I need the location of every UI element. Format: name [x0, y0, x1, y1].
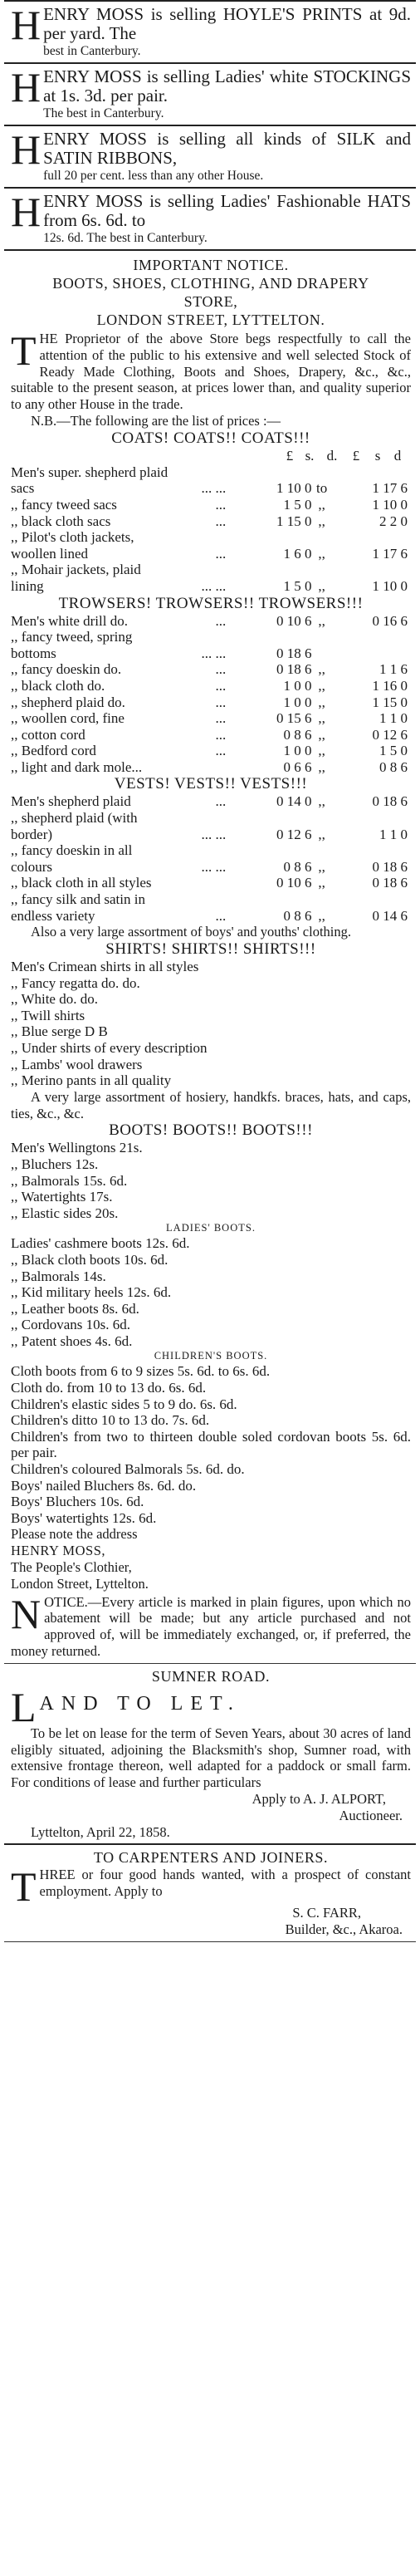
list-item: Children's coloured Balmorals 5s. 6d. do.: [11, 1461, 245, 1478]
currency-label: s: [374, 447, 381, 464]
price-list-vests: [11, 793, 411, 924]
item-name: ,, shepherd plaid (with: [11, 810, 138, 827]
land-road: SUMNER ROAD.: [151, 1667, 271, 1685]
list-item: ,, Balmorals 15s. 6d.: [11, 1172, 128, 1189]
price-to: 1 17 6: [372, 545, 408, 562]
coats-heading: COATS! COATS!! COATS!!!: [111, 429, 310, 447]
land-role: Auctioneer.: [339, 1807, 403, 1823]
price-row: [11, 661, 411, 678]
item-name: Men's white drill do.: [11, 612, 128, 629]
price-to: 0 14 6: [372, 907, 408, 924]
list-item: ,, Black cloth boots 10s. 6d.: [11, 1251, 168, 1268]
price-from: 0 15 6: [276, 710, 312, 727]
leader-dots: ... ...: [201, 826, 227, 842]
currency-label: £: [286, 447, 294, 464]
list-item: Boys' Bluchers 10s. 6d.: [11, 1494, 144, 1510]
price-row: [11, 513, 411, 530]
item-name: ,, light and dark mole...: [11, 758, 143, 775]
list-item: ,, Fancy regatta do. do.: [11, 974, 140, 991]
price-to: 0 12 6: [372, 726, 408, 743]
list-item: ,, Under shirts of every description: [11, 1039, 208, 1056]
price-to: 1 1 6: [379, 661, 408, 678]
price-to: 0 8 6: [379, 758, 408, 775]
list-item: Cloth do. from 10 to 13 do. 6s. 6d.: [11, 1380, 207, 1396]
leader-dots: ... ...: [201, 858, 227, 875]
item-name: ,, woollen cord, fine: [11, 710, 125, 727]
leader-dots: ...: [215, 677, 227, 694]
childrens-boots-heading: CHILDREN'S BOOTS.: [154, 1350, 268, 1362]
vests-heading: VESTS! VESTS!! VESTS!!!: [114, 775, 308, 793]
price-to-word: ,,: [318, 875, 325, 891]
list-item: ,, Patent shoes 4s. 6d.: [11, 1332, 133, 1349]
price-to: 1 5 0: [379, 743, 408, 759]
rule: [4, 1941, 416, 1942]
price-to: 1 1 0: [379, 710, 408, 727]
price-to-word: ,,: [318, 758, 325, 775]
leader-dots: ...: [215, 694, 227, 710]
price-to: 1 1 0: [379, 826, 408, 842]
price-to: 1 10 0: [372, 577, 408, 594]
shirts-list: [11, 959, 411, 1089]
proprietor-title: The People's Clothier,: [11, 1559, 132, 1576]
item-name: lining: [11, 577, 44, 594]
price-to: 1 17 6: [372, 480, 408, 497]
price-from: 0 8 6: [283, 858, 312, 875]
list-item: ,, Merino pants in all quality: [11, 1072, 172, 1089]
notice-address: LONDON STREET, LYTTELTON.: [96, 312, 325, 328]
list-item: Ladies' cashmere boots 12s. 6d.: [11, 1235, 190, 1252]
price-row: [11, 497, 411, 513]
leader-dots: ...: [215, 710, 227, 727]
carpenters-heading: TO CARPENTERS AND JOINERS.: [93, 1849, 329, 1867]
price-to-word: [311, 645, 331, 662]
price-row-head: [11, 810, 411, 827]
price-row: [11, 578, 411, 595]
carpenters-role: Builder, &c., Akaroa.: [285, 1921, 403, 1938]
leader-dots: ... ...: [201, 577, 227, 594]
leader-dots: [170, 759, 227, 776]
price-from: 0 12 6: [276, 826, 312, 842]
price-row-head: [11, 842, 411, 859]
notice-subheading: BOOTS, SHOES, CLOTHING, AND DRAPERY STORE,: [52, 275, 369, 310]
notice-postscript: OTICE.—Every article is marked in plain figures, upon which no abatement will be made; but any article purchased and not approved of, will be immediately exchanged, or, if preferred, the money returned.: [11, 1593, 411, 1659]
list-item: Cloth boots from 6 to 9 sizes 5s. 6d. to 6s. 6d.: [11, 1363, 271, 1380]
item-name: woollen lined: [11, 545, 89, 562]
ad-land-to-let: [4, 1664, 416, 1844]
ad-tail: full 20 per cent. less than any other House.: [43, 169, 264, 183]
price-row-head: [11, 464, 411, 481]
item-name: ,, cotton cord: [11, 726, 85, 743]
currency-label: £: [352, 447, 360, 464]
price-from: 1 5 0: [283, 577, 312, 594]
price-to: 1 16 0: [372, 677, 408, 694]
drop-cap: T: [11, 327, 37, 374]
list-item: ,, Kid military heels 12s. 6d.: [11, 1284, 172, 1301]
list-item: ,, Watertights 17s.: [11, 1189, 113, 1205]
price-from: 1 0 0: [283, 677, 312, 694]
item-name: ,, Mohair jackets, plaid: [11, 562, 141, 578]
price-from: 0 18 6: [276, 645, 312, 661]
item-name: colours: [11, 858, 53, 875]
newspaper-column: [4, 0, 416, 1942]
currency-label: s.: [305, 447, 315, 464]
vests-note: Also a very large assortment of boys' and youths' clothing.: [31, 924, 351, 940]
item-name: bottoms: [11, 645, 56, 661]
list-item: ,, Cordovans 10s. 6d.: [11, 1317, 131, 1333]
ad-tail: The best in Canterbury.: [43, 106, 164, 120]
price-row-head: [11, 891, 411, 908]
carpenters-body: HREE or four good hands wanted, with a prospect of constant employment. Apply to: [39, 1867, 411, 1900]
price-to-word: ,,: [318, 577, 325, 594]
list-item: ,, Bluchers 12s.: [11, 1156, 99, 1172]
ad-carpenters-wanted: [4, 1845, 416, 1941]
ladies-boots-list: [11, 1235, 411, 1349]
ad-prints: [4, 2, 416, 62]
price-from: 0 6 6: [283, 758, 312, 775]
price-row: [11, 613, 411, 630]
ad-text: ENRY MOSS is selling Ladies' white STOCKINGS at 1s. 3d. per pair.: [43, 66, 411, 105]
price-from: 0 18 6: [276, 661, 312, 678]
leader-dots: ... ...: [201, 480, 227, 497]
ad-hats: [4, 189, 416, 249]
item-name: border): [11, 826, 53, 842]
drop-cap: H: [11, 2, 42, 48]
price-to: 0 18 6: [372, 858, 408, 875]
drop-cap: N: [11, 1590, 42, 1637]
price-row-head: [11, 562, 411, 578]
price-from: 1 0 0: [283, 743, 312, 759]
item-name: Men's shepherd plaid: [11, 793, 131, 810]
price-row: [11, 727, 411, 743]
price-from: 1 5 0: [283, 496, 312, 513]
leader-dots: ...: [215, 612, 227, 629]
price-from: 1 15 0: [276, 513, 312, 529]
boots-list: [11, 1140, 411, 1221]
price-row: [11, 859, 411, 876]
notice-nb: N.B.—The following are the list of prices :—: [31, 412, 281, 429]
price-to-word: ,,: [318, 677, 325, 694]
price-to-word: ,,: [318, 496, 325, 513]
price-from: 1 10 0: [276, 480, 312, 497]
leader-dots: ...: [215, 907, 227, 924]
price-to-word: ,,: [318, 694, 325, 710]
currency-label: d.: [326, 447, 338, 464]
item-name: sacs: [11, 480, 35, 497]
price-list-coats: [11, 464, 411, 595]
ad-stockings: [4, 64, 416, 125]
proprietor-name: HENRY MOSS,: [11, 1543, 105, 1559]
list-item: Boys' watertights 12s. 6d.: [11, 1509, 157, 1526]
childrens-boots-list: [11, 1363, 411, 1526]
leader-dots: ...: [215, 726, 227, 743]
price-to-word: ,,: [318, 907, 325, 924]
notice-heading: IMPORTANT NOTICE.: [133, 257, 289, 273]
land-body: To be let on lease for the term of Seven Years, about 30 acres of land eligibly situated, adjoining the Blacksmith's shop, Sumner road, with extensive frontage thereon, well adapted for a paddock or small farm. For conditions of lease and further particulars: [11, 1725, 411, 1791]
price-to-word: ,,: [318, 826, 325, 842]
ad-tail: 12s. 6d. The best in Canterbury.: [43, 231, 208, 245]
price-row-head: [11, 529, 411, 546]
price-from: 0 8 6: [283, 726, 312, 743]
ad-text: ENRY MOSS is selling Ladies' Fashionable HATS from 6s. 6d. to: [43, 191, 411, 230]
price-from: 0 14 0: [276, 793, 312, 810]
price-from: 0 10 6: [276, 612, 312, 629]
price-to: 0 18 6: [372, 793, 408, 810]
price-to: 2 2 0: [379, 513, 408, 529]
shirts-note: A very large assortment of hosiery, handkfs. braces, hats, and caps, ties, &c., &c.: [11, 1088, 411, 1121]
list-item: Children's from two to thirteen double soled cordovan boots 5s. 6d. per pair.: [11, 1428, 411, 1461]
item-name: ,, fancy doeskin do.: [11, 661, 122, 678]
item-name: ,, fancy silk and satin in: [11, 891, 145, 908]
list-item: Children's elastic sides 5 to 9 do. 6s. 6d.: [11, 1396, 237, 1412]
address-note: Please note the address: [11, 1526, 138, 1543]
list-item: ,, Twill shirts: [11, 1007, 85, 1023]
drop-cap: L: [11, 1683, 37, 1730]
list-item: ,, Lambs' wool drawers: [11, 1056, 143, 1072]
item-name: ,, fancy tweed sacs: [11, 496, 117, 513]
list-item: Men's Crimean shirts in all styles: [11, 959, 199, 975]
price-row: [11, 694, 411, 711]
item-name: Men's super. shepherd plaid: [11, 464, 168, 480]
currency-header: [11, 448, 411, 464]
price-to: 1 15 0: [372, 694, 408, 710]
drop-cap: H: [11, 189, 42, 235]
drop-cap: H: [11, 64, 42, 110]
price-row: [11, 908, 411, 925]
price-to-word: ,,: [318, 612, 325, 629]
list-item: Boys' nailed Bluchers 8s. 6d. do.: [11, 1477, 197, 1494]
ad-tail: best in Canterbury.: [43, 44, 141, 58]
price-to-word: ,,: [318, 743, 325, 759]
price-from: 1 6 0: [283, 545, 312, 562]
land-apply: Apply to A. J. ALPORT,: [252, 1790, 386, 1807]
leader-dots: ...: [215, 743, 227, 759]
item-name: ,, fancy doeskin in all: [11, 842, 133, 859]
item-name: endless variety: [11, 907, 95, 924]
land-title: AND TO LET.: [39, 1692, 241, 1715]
list-item: ,, White do. do.: [11, 991, 98, 1008]
price-row: [11, 759, 411, 776]
price-to: 0 18 6: [372, 875, 408, 891]
item-name: ,, shepherd plaid do.: [11, 694, 125, 710]
price-to: 0 16 6: [372, 612, 408, 629]
item-name: ,, Pilot's cloth jackets,: [11, 529, 134, 546]
list-item: ,, Elastic sides 20s.: [11, 1205, 119, 1221]
price-row: [11, 645, 411, 662]
ad-text: ENRY MOSS is selling all kinds of SILK and SATIN RIBBONS,: [43, 129, 411, 168]
leader-dots: ...: [215, 661, 227, 678]
drop-cap: H: [11, 126, 42, 173]
list-item: ,, Blue serge D B: [11, 1023, 108, 1040]
price-to-word: ,,: [318, 513, 325, 529]
item-name: ,, Bedford cord: [11, 743, 96, 759]
ad-ribbons: [4, 126, 416, 187]
list-item: ,, Balmorals 14s.: [11, 1268, 106, 1284]
price-list-trowsers: [11, 613, 411, 776]
price-to-word: ,,: [318, 726, 325, 743]
list-item: Children's ditto 10 to 13 do. 7s. 6d.: [11, 1412, 210, 1429]
price-to-word: ,,: [318, 858, 325, 875]
boots-heading: BOOTS! BOOTS!! BOOTS!!!: [109, 1121, 313, 1140]
price-from: 0 8 6: [283, 907, 312, 924]
trowsers-heading: TROWSERS! TROWSERS!! TROWSERS!!!: [58, 594, 364, 612]
ad-text: ENRY MOSS is selling HOYLE'S PRINTS at 9d. per yard. The: [43, 4, 411, 43]
ladies-boots-heading: LADIES' BOOTS.: [166, 1222, 256, 1234]
price-from: 1 0 0: [283, 694, 312, 710]
currency-label: d: [393, 447, 402, 464]
list-item: Men's Wellingtons 21s.: [11, 1140, 143, 1156]
leader-dots: [170, 875, 227, 891]
item-name: ,, fancy tweed, spring: [11, 629, 133, 645]
price-row: [11, 710, 411, 727]
drop-cap: T: [11, 1863, 37, 1911]
item-name: ,, black cloth sacs: [11, 513, 111, 529]
leader-dots: ...: [215, 545, 227, 562]
price-to: 1 10 0: [372, 496, 408, 513]
land-date: Lyttelton, April 22, 1858.: [31, 1823, 170, 1840]
price-row: [11, 827, 411, 843]
list-item: ,, Leather boots 8s. 6d.: [11, 1300, 139, 1317]
item-name: ,, black cloth in all styles: [11, 875, 152, 891]
shirts-heading: SHIRTS! SHIRTS!! SHIRTS!!!: [105, 940, 316, 959]
price-to-word: ,,: [318, 545, 325, 562]
leader-dots: ...: [215, 793, 227, 810]
price-to: [332, 645, 411, 662]
notice-intro: HE Proprietor of the above Store begs respectfully to call the attention of the public to his extensive and well selected Stock of Ready Made Clothing, Boots and Shoes, Drapery, &c., &c., suitable to the present season, at prices lower than, and quality superior to any other House in the trade.: [11, 331, 411, 413]
price-to-word: ,,: [318, 710, 325, 727]
leader-dots: ...: [215, 496, 227, 513]
price-row: [11, 793, 411, 810]
price-row: [11, 480, 411, 497]
carpenters-name: S. C. FARR,: [292, 1905, 361, 1921]
price-to-word: ,,: [318, 661, 325, 678]
price-to-word: to: [316, 480, 328, 497]
price-row: [11, 875, 411, 891]
price-row: [11, 743, 411, 759]
price-from: 0 10 6: [276, 875, 312, 891]
proprietor-address: London Street, Lyttelton.: [11, 1575, 149, 1592]
item-name: ,, black cloth do.: [11, 677, 105, 694]
ad-important-notice: [4, 251, 416, 1663]
price-row: [11, 678, 411, 694]
leader-dots: ...: [215, 513, 227, 529]
price-row-head: [11, 629, 411, 645]
leader-dots: ... ...: [201, 645, 227, 661]
price-row: [11, 546, 411, 562]
price-to-word: ,,: [318, 793, 325, 810]
